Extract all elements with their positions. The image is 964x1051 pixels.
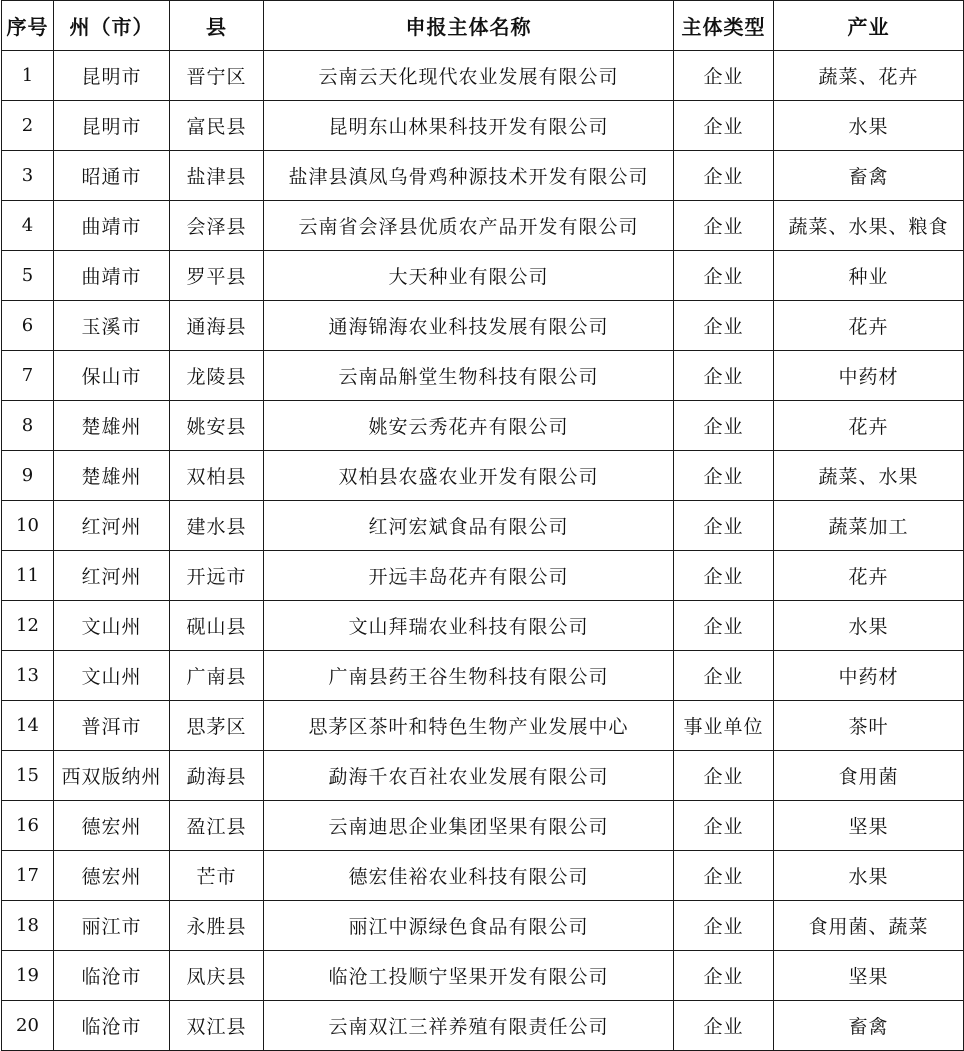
header-entity-type: 主体类型	[674, 1, 774, 51]
industry-cell: 畜禽	[774, 151, 964, 201]
table-row	[2, 701, 964, 751]
entity-type-cell: 企业	[674, 151, 774, 201]
county-cell: 砚山县	[170, 601, 264, 651]
applicant-name-cell: 临沧工投顺宁坚果开发有限公司	[264, 951, 674, 1001]
industry-cell: 蔬菜加工	[774, 501, 964, 551]
table-row	[2, 201, 964, 251]
applicant-name-cell: 大天种业有限公司	[264, 251, 674, 301]
entity-type-cell: 企业	[674, 501, 774, 551]
applicant-name-cell: 云南省会泽县优质农产品开发有限公司	[264, 201, 674, 251]
serial-number-cell: 8	[2, 401, 54, 451]
table-row	[2, 401, 964, 451]
county-cell: 姚安县	[170, 401, 264, 451]
entity-type-cell: 企业	[674, 651, 774, 701]
county-cell: 会泽县	[170, 201, 264, 251]
county-cell: 富民县	[170, 101, 264, 151]
entity-type-cell: 企业	[674, 301, 774, 351]
applicant-name-cell: 云南品斛堂生物科技有限公司	[264, 351, 674, 401]
county-cell: 建水县	[170, 501, 264, 551]
prefecture-cell: 临沧市	[54, 1001, 170, 1051]
entity-type-cell: 企业	[674, 201, 774, 251]
serial-number-cell: 5	[2, 251, 54, 301]
applicant-name-cell: 姚安云秀花卉有限公司	[264, 401, 674, 451]
entity-type-cell: 企业	[674, 551, 774, 601]
prefecture-cell: 保山市	[54, 351, 170, 401]
prefecture-cell: 临沧市	[54, 951, 170, 1001]
serial-number-cell: 3	[2, 151, 54, 201]
industry-cell: 水果	[774, 101, 964, 151]
entity-type-cell: 企业	[674, 451, 774, 501]
county-cell: 凤庆县	[170, 951, 264, 1001]
county-cell: 双柏县	[170, 451, 264, 501]
county-cell: 广南县	[170, 651, 264, 701]
prefecture-cell: 文山州	[54, 601, 170, 651]
prefecture-cell: 丽江市	[54, 901, 170, 951]
prefecture-cell: 昆明市	[54, 101, 170, 151]
table-row	[2, 51, 964, 101]
industry-cell: 花卉	[774, 401, 964, 451]
prefecture-cell: 曲靖市	[54, 251, 170, 301]
industry-cell: 茶叶	[774, 701, 964, 751]
industry-cell: 坚果	[774, 801, 964, 851]
entity-type-cell: 企业	[674, 1001, 774, 1051]
prefecture-cell: 红河州	[54, 551, 170, 601]
applicant-name-cell: 昆明东山林果科技开发有限公司	[264, 101, 674, 151]
entity-type-cell: 企业	[674, 101, 774, 151]
entity-type-cell: 企业	[674, 51, 774, 101]
applicant-name-cell: 丽江中源绿色食品有限公司	[264, 901, 674, 951]
serial-number-cell: 11	[2, 551, 54, 601]
entity-type-cell: 企业	[674, 951, 774, 1001]
prefecture-cell: 楚雄州	[54, 401, 170, 451]
applicant-name-cell: 红河宏斌食品有限公司	[264, 501, 674, 551]
entity-type-cell: 企业	[674, 851, 774, 901]
prefecture-cell: 普洱市	[54, 701, 170, 751]
industry-cell: 中药材	[774, 651, 964, 701]
header-prefecture: 州（市）	[54, 1, 170, 51]
prefecture-cell: 楚雄州	[54, 451, 170, 501]
county-cell: 勐海县	[170, 751, 264, 801]
entity-type-cell: 企业	[674, 251, 774, 301]
applicant-name-cell: 盐津县滇凤乌骨鸡种源技术开发有限公司	[264, 151, 674, 201]
county-cell: 思茅区	[170, 701, 264, 751]
prefecture-cell: 德宏州	[54, 851, 170, 901]
table-row	[2, 151, 964, 201]
table-row	[2, 301, 964, 351]
header-row	[2, 1, 964, 51]
table-row	[2, 751, 964, 801]
county-cell: 芒市	[170, 851, 264, 901]
entity-type-cell: 企业	[674, 601, 774, 651]
county-cell: 开远市	[170, 551, 264, 601]
county-cell: 永胜县	[170, 901, 264, 951]
serial-number-cell: 16	[2, 801, 54, 851]
table-row	[2, 351, 964, 401]
industry-cell: 食用菌	[774, 751, 964, 801]
header-county: 县	[170, 1, 264, 51]
county-cell: 罗平县	[170, 251, 264, 301]
applicant-name-cell: 勐海千农百社农业发展有限公司	[264, 751, 674, 801]
industry-cell: 水果	[774, 601, 964, 651]
serial-number-cell: 10	[2, 501, 54, 551]
table-row	[2, 601, 964, 651]
header-applicant-name: 申报主体名称	[264, 1, 674, 51]
table-row	[2, 451, 964, 501]
county-cell: 晋宁区	[170, 51, 264, 101]
table-row	[2, 101, 964, 151]
applicant-name-cell: 云南双江三祥养殖有限责任公司	[264, 1001, 674, 1051]
county-cell: 双江县	[170, 1001, 264, 1051]
industry-cell: 坚果	[774, 951, 964, 1001]
applicant-name-cell: 广南县药王谷生物科技有限公司	[264, 651, 674, 701]
prefecture-cell: 红河州	[54, 501, 170, 551]
county-cell: 龙陵县	[170, 351, 264, 401]
entity-type-cell: 事业单位	[674, 701, 774, 751]
applicant-name-cell: 文山拜瑞农业科技有限公司	[264, 601, 674, 651]
header-serial-number: 序号	[2, 1, 54, 51]
table-row	[2, 551, 964, 601]
serial-number-cell: 4	[2, 201, 54, 251]
table-row	[2, 951, 964, 1001]
serial-number-cell: 20	[2, 1001, 54, 1051]
serial-number-cell: 15	[2, 751, 54, 801]
applicant-name-cell: 开远丰岛花卉有限公司	[264, 551, 674, 601]
table-row	[2, 1001, 964, 1051]
serial-number-cell: 2	[2, 101, 54, 151]
table-body	[2, 51, 964, 1051]
serial-number-cell: 18	[2, 901, 54, 951]
applicant-name-cell: 德宏佳裕农业科技有限公司	[264, 851, 674, 901]
county-cell: 通海县	[170, 301, 264, 351]
industry-cell: 蔬菜、水果、粮食	[774, 201, 964, 251]
table-row	[2, 651, 964, 701]
industry-cell: 中药材	[774, 351, 964, 401]
serial-number-cell: 12	[2, 601, 54, 651]
industry-cell: 蔬菜、花卉	[774, 51, 964, 101]
table-row	[2, 901, 964, 951]
table-row	[2, 801, 964, 851]
applicant-name-cell: 思茅区茶叶和特色生物产业发展中心	[264, 701, 674, 751]
serial-number-cell: 6	[2, 301, 54, 351]
entity-type-cell: 企业	[674, 401, 774, 451]
applicant-table	[1, 0, 964, 1051]
prefecture-cell: 曲靖市	[54, 201, 170, 251]
prefecture-cell: 玉溪市	[54, 301, 170, 351]
serial-number-cell: 13	[2, 651, 54, 701]
serial-number-cell: 7	[2, 351, 54, 401]
industry-cell: 花卉	[774, 551, 964, 601]
serial-number-cell: 1	[2, 51, 54, 101]
table-row	[2, 251, 964, 301]
header-industry: 产业	[774, 1, 964, 51]
table-header	[2, 1, 964, 51]
prefecture-cell: 德宏州	[54, 801, 170, 851]
industry-cell: 花卉	[774, 301, 964, 351]
applicant-name-cell: 通海锦海农业科技发展有限公司	[264, 301, 674, 351]
industry-cell: 畜禽	[774, 1001, 964, 1051]
applicant-name-cell: 云南云天化现代农业发展有限公司	[264, 51, 674, 101]
applicant-name-cell: 云南迪思企业集团坚果有限公司	[264, 801, 674, 851]
entity-type-cell: 企业	[674, 801, 774, 851]
applicant-name-cell: 双柏县农盛农业开发有限公司	[264, 451, 674, 501]
entity-type-cell: 企业	[674, 351, 774, 401]
entity-type-cell: 企业	[674, 901, 774, 951]
industry-cell: 种业	[774, 251, 964, 301]
serial-number-cell: 14	[2, 701, 54, 751]
table-row	[2, 851, 964, 901]
table-row	[2, 501, 964, 551]
prefecture-cell: 文山州	[54, 651, 170, 701]
prefecture-cell: 昭通市	[54, 151, 170, 201]
county-cell: 盐津县	[170, 151, 264, 201]
prefecture-cell: 昆明市	[54, 51, 170, 101]
industry-cell: 水果	[774, 851, 964, 901]
prefecture-cell: 西双版纳州	[54, 751, 170, 801]
industry-cell: 蔬菜、水果	[774, 451, 964, 501]
county-cell: 盈江县	[170, 801, 264, 851]
entity-type-cell: 企业	[674, 751, 774, 801]
serial-number-cell: 17	[2, 851, 54, 901]
industry-cell: 食用菌、蔬菜	[774, 901, 964, 951]
serial-number-cell: 19	[2, 951, 54, 1001]
serial-number-cell: 9	[2, 451, 54, 501]
